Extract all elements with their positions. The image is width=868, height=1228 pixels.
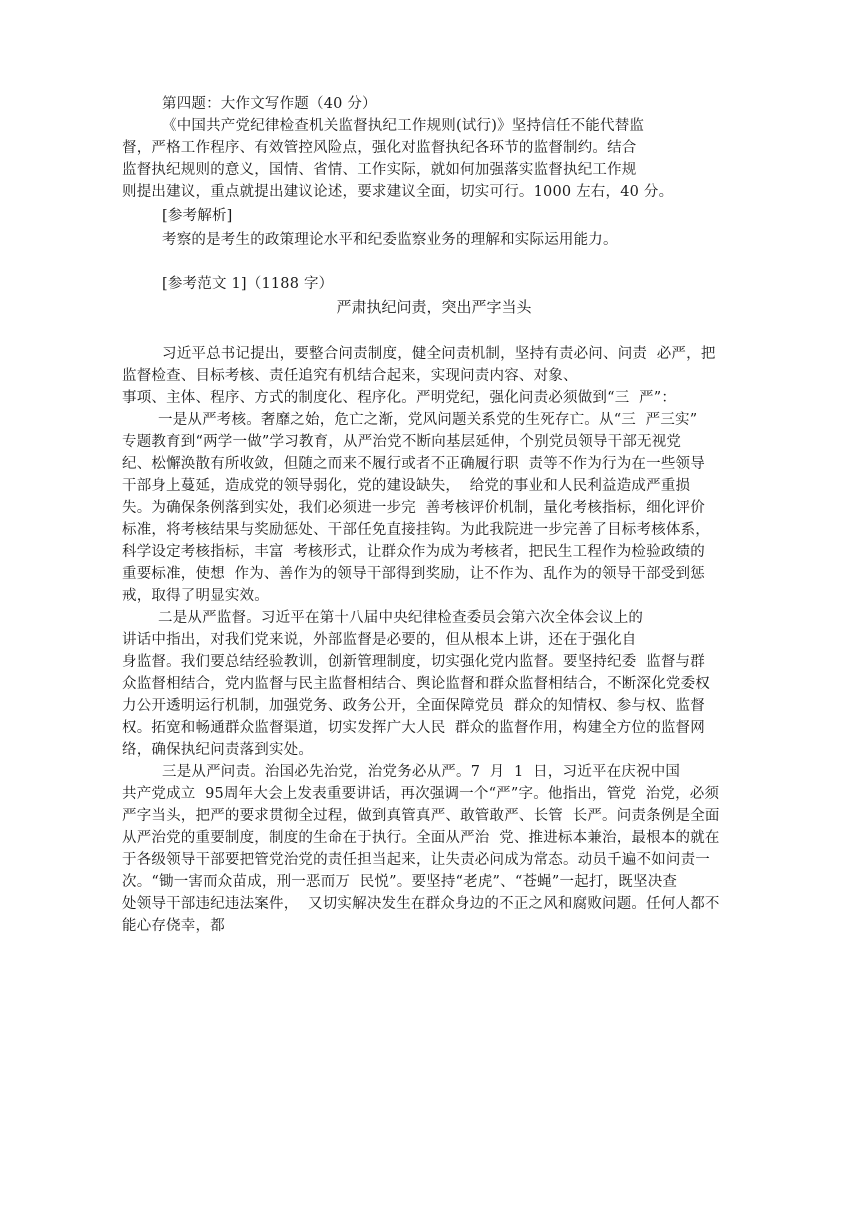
essay-line: 重要标准，使想 作为、善作为的领导干部得到奖励，让不作为、乱作为的领导干部受到惩: [122, 566, 705, 582]
essay-line: 处领导干部违纪违法案件， 又切实解决发生在群众身边的不正之风和腐败问题。任何人都不: [122, 896, 720, 912]
essay-line: 习近平总书记提出，要整合问责制度，健全问责机制，坚持有责必问、问责 必严，把: [162, 346, 716, 362]
essay-line: 严字当头，把严的要求贯彻全过程，做到真管真严、敢管敢严、长管 长严。问责条例是全面: [122, 808, 720, 824]
analysis-label: [参考解析]: [162, 208, 233, 224]
essay-line: 讲话中指出，对我们党来说，外部监督是必要的，但从根本上讲，还在于强化自: [122, 632, 637, 648]
essay-line: 二是从严监督。习近平在第十八届中央纪律检查委员会第六次全体会议上的: [158, 610, 644, 626]
essay-line: 纪、松懈涣散有所收敛，但随之而来不履行或者不正确履行职 责等不作为行为在一些领导: [122, 456, 705, 472]
analysis-text: 考察的是考生的政策理论水平和纪委监察业务的理解和实际运用能力。: [162, 232, 618, 248]
essay-line: 次。“锄一害而众苗成，刑一恶而万 民悦”。要坚持“老虎”、“苍蝇”一起打，既坚决查: [122, 874, 678, 890]
essay-title: 严肃执纪问责，突出严字当头: [336, 298, 532, 316]
essay-line: 失。为确保条例落到实处，我们必须进一步完 善考核评价机制，量化考核指标，细化评价: [122, 500, 705, 516]
essay-line: 标准，将考核结果与奖励惩处、干部任免直接挂钩。为此我院进一步完善了目标考核体系，: [122, 522, 710, 538]
essay-line: 干部身上蔓延，造成党的领导弱化，党的建设缺失， 给党的事业和人民利益造成严重损: [122, 478, 691, 494]
essay-line: 戒，取得了明显实效。: [122, 588, 269, 604]
question-line: 监督执纪规则的意义，国情、省情、工作实际，就如何加强落实监督执纪工作规: [122, 162, 637, 178]
essay-line: 能心存侥幸，都: [122, 918, 225, 934]
essay-line: 力公开透明运行机制，加强党务、政务公开，全面保障党员 群众的知情权、参与权、监督: [122, 698, 705, 714]
essay-line: 三是从严问责。治国必先治党，治党务必从严。7 月 1 日，习近平在庆祝中国: [162, 764, 681, 780]
essay-line: 众监督相结合，党内监督与民主监督相结合、舆论监督和群众监督相结合，不断深化党委权: [122, 676, 710, 692]
essay-line: 一是从严考核。奢靡之始，危亡之渐，党风问题关系党的生死存亡。从“三 严三实”: [158, 412, 698, 428]
question-heading: 第四题：大作文写作题（40 分）: [162, 96, 377, 112]
essay-line: 络，确保执纪问责落到实处。: [122, 742, 314, 758]
essay-line: 于各级领导干部要把管党治党的责任担当起来，让失责必问成为常态。动员千遍不如问责一: [122, 852, 710, 868]
question-line: 督，严格工作程序、有效管控风险点，强化对监督执纪各环节的监督制约。结合: [122, 140, 637, 156]
essay-line: 权。拓宽和畅通群众监督渠道，切实发挥广大人民 群众的监督作用，构建全方位的监督网: [122, 720, 705, 736]
essay-line: 身监督。我们要总结经验教训，创新管理制度，切实强化党内监督。要坚持纪委 监督与群: [122, 654, 705, 670]
essay-line: 共产党成立 95周年大会上发表重要讲话，再次强调一个“严”字。他指出，管党 治党，必须: [122, 786, 720, 802]
question-line: 则提出建议，重点就提出建议论述，要求建议全面，切实可行。1000 左右，40 分。: [122, 184, 674, 200]
essay-line: 事项、主体、程序、方式的制度化、程序化。严明党纪，强化问责必须做到“三 严”：: [122, 390, 677, 406]
essay-label: [参考范文 1]（1188 字）: [162, 276, 334, 292]
essay-line: 专题教育到“两学一做”学习教育，从严治党不断向基层延伸，个别党员领导干部无视党: [122, 434, 682, 450]
essay-line: 监督检查、目标考核、责任追究有机结合起来，实现问责内容、对象、: [122, 368, 578, 384]
question-line: 《中国共产党纪律检查机关监督执纪工作规则(试行)》坚持信任不能代替监: [162, 118, 645, 134]
essay-line: 科学设定考核指标，丰富 考核形式，让群众作为成为考核者，把民生工程作为检验政绩的: [122, 544, 705, 560]
essay-line: 从严治党的重要制度，制度的生命在于执行。全面从严治 党、推进标本兼治，最根本的就在: [122, 830, 720, 846]
